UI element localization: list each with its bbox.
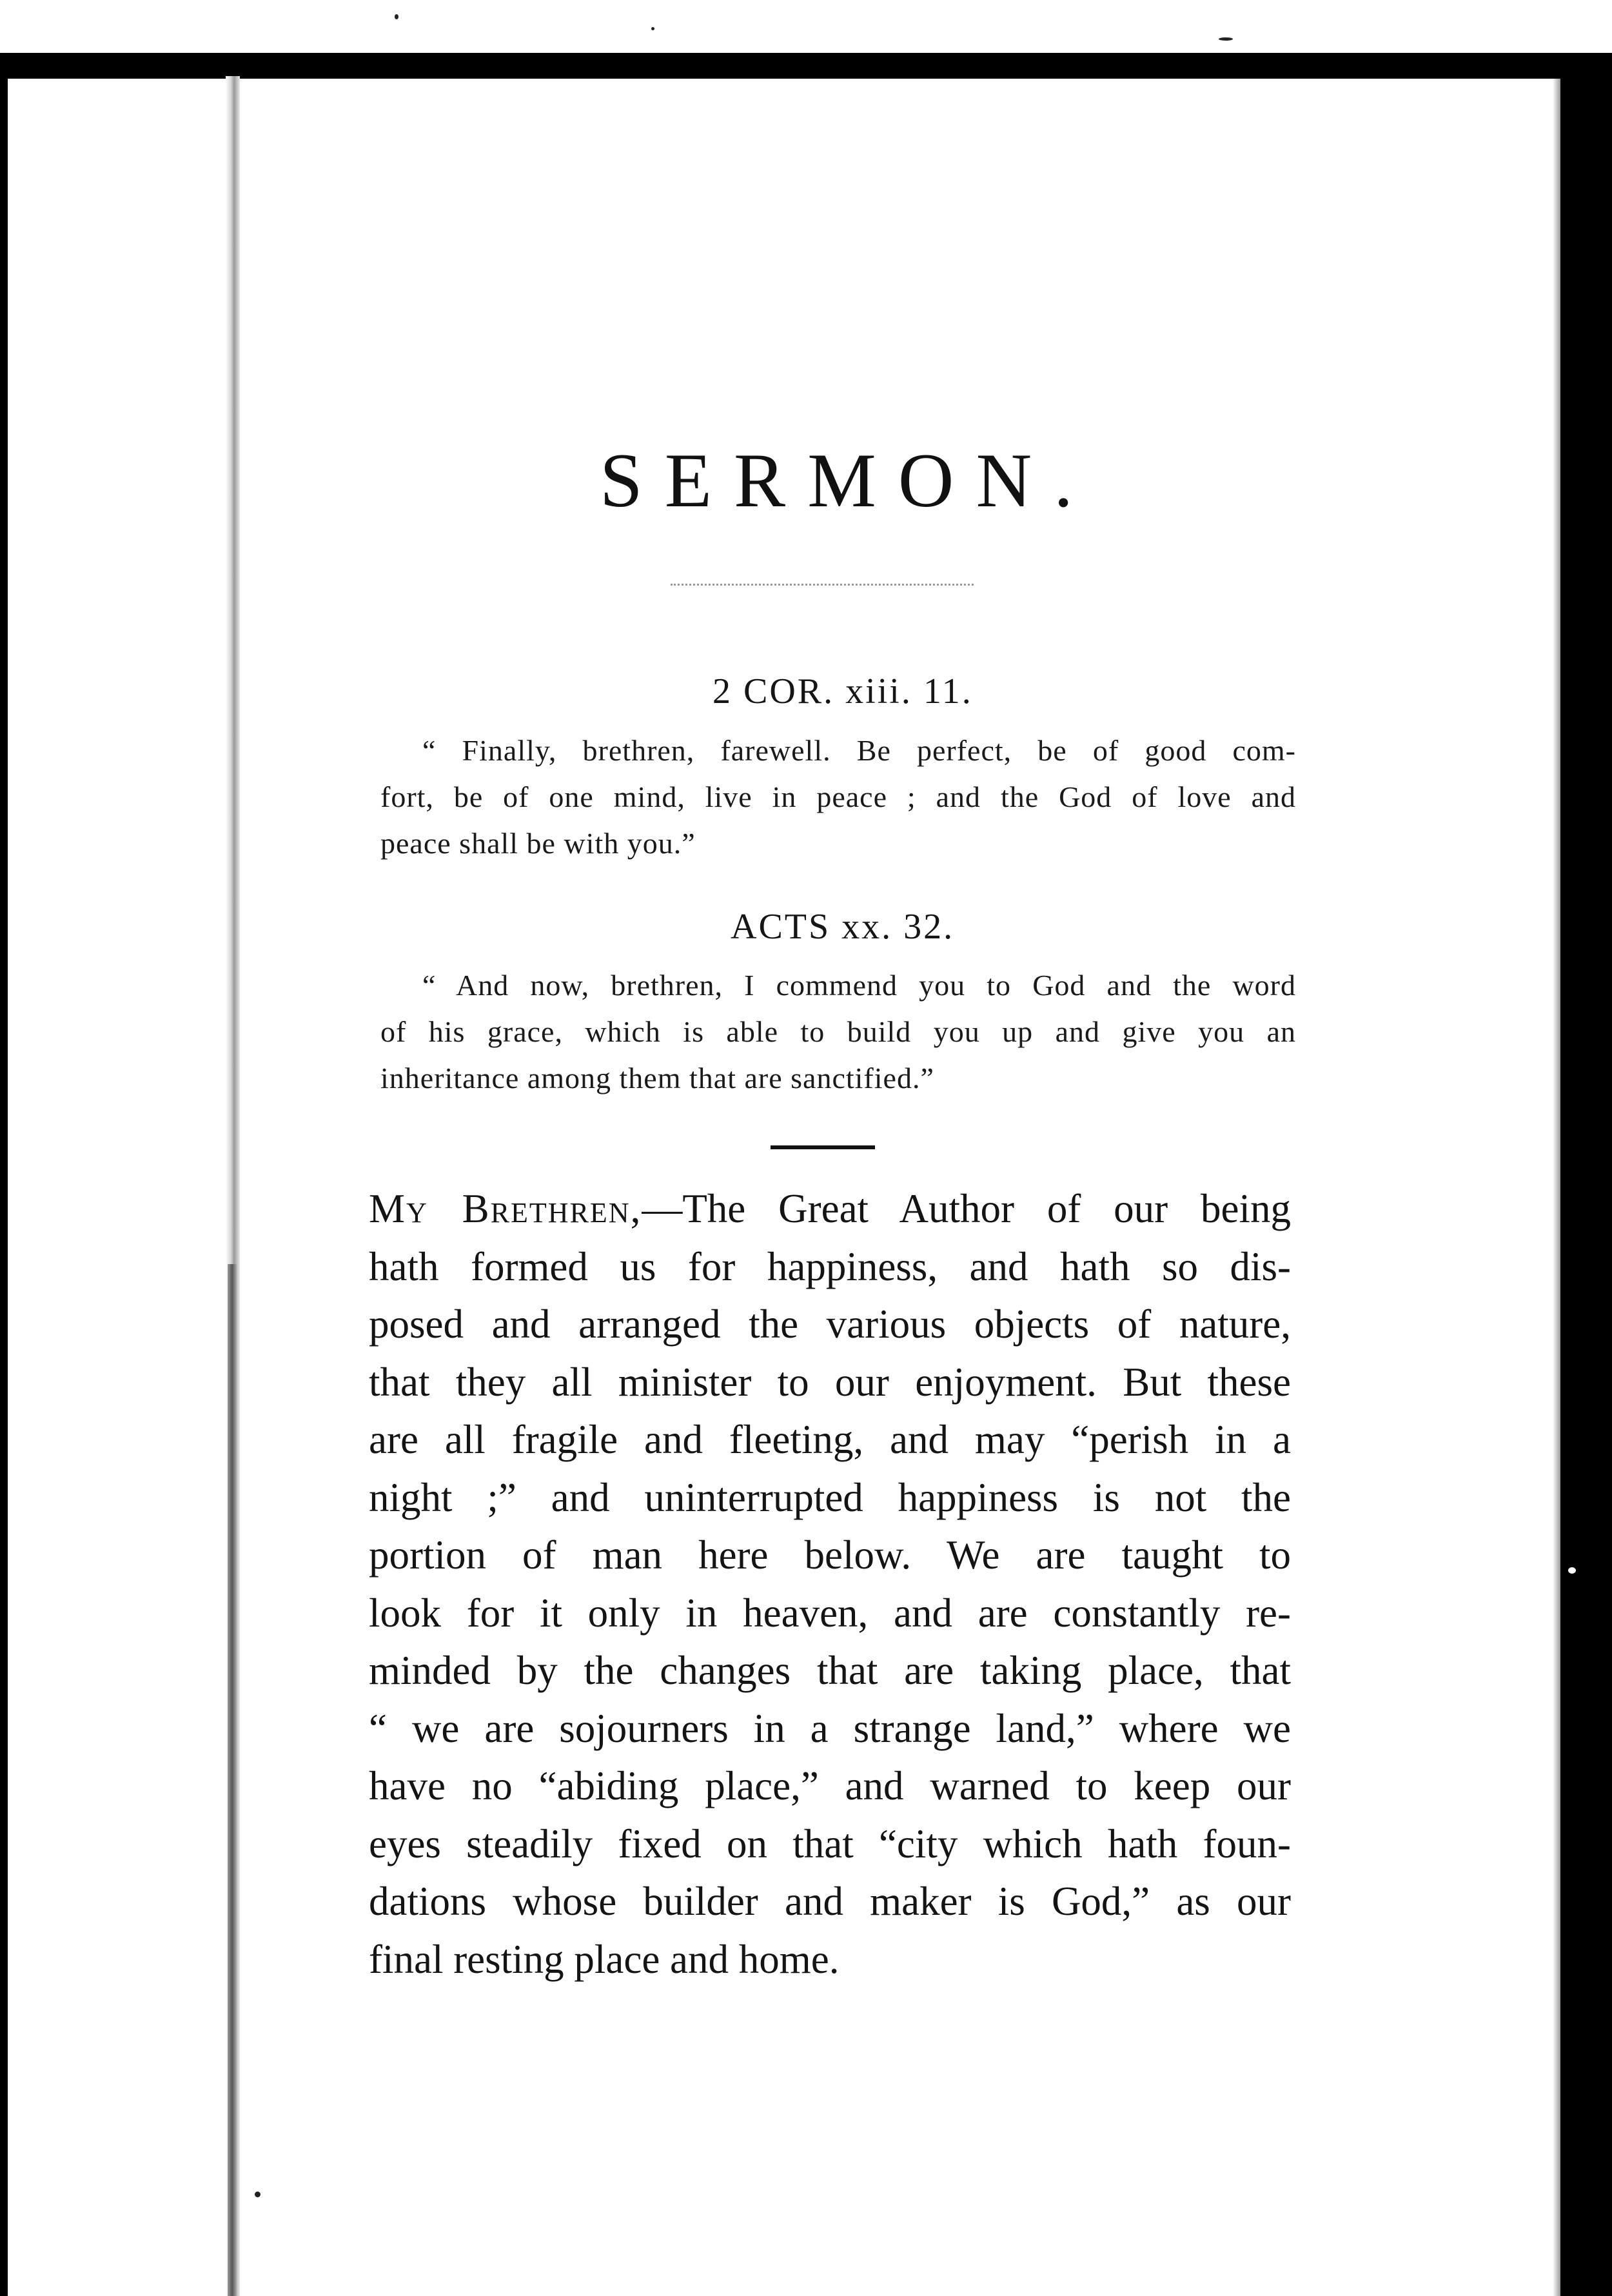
- section-divider: [771, 1145, 875, 1149]
- body-line: portion of man here below. We are taught to: [369, 1532, 1291, 1578]
- scripture-quote: [380, 727, 1296, 867]
- quote-line: inheritance among them that are sanctified.”: [380, 1062, 934, 1094]
- body-line: final resting place and home.: [369, 1936, 840, 1982]
- body-line-text: —The Great Author of our being: [642, 1186, 1291, 1231]
- sermon-body: [369, 1180, 1291, 1988]
- body-line: eyes steadily fixed on that “city which hath foun-: [369, 1821, 1291, 1866]
- scan-border-right: [1559, 53, 1612, 2296]
- quote-line: “ And now, brethren, I commend you to God and the word: [422, 969, 1296, 1002]
- body-line: that they all minister to our enjoyment. But these: [369, 1359, 1291, 1405]
- ink-speck: [255, 2192, 260, 2197]
- quote-line: fort, be of one mind, live in peace ; and the God of love and: [380, 780, 1296, 813]
- body-line: [369, 1180, 1291, 1238]
- quote-line: peace shall be with you.”: [380, 827, 696, 860]
- page-title: SERMON.: [600, 437, 1096, 523]
- body-line: dations whose builder and maker is God,” as our: [369, 1879, 1291, 1924]
- quote-line: “ Finally, brethren, farewell. Be perfect, be of good com-: [422, 734, 1296, 767]
- salutation: My Brethren,: [369, 1186, 642, 1231]
- scripture-quote: [380, 962, 1296, 1102]
- scan-border-left: [0, 76, 8, 2296]
- binding-gutter-shadow: [228, 1264, 237, 2296]
- body-line: hath formed us for happiness, and hath so dis-: [369, 1243, 1291, 1289]
- body-line: look for it only in heaven, and are constantly re-: [369, 1590, 1291, 1636]
- ink-speck: [1219, 37, 1233, 41]
- body-line: have no “abiding place,” and warned to keep our: [369, 1763, 1291, 1808]
- scan-border-top: [0, 53, 1560, 79]
- quote-line: of his grace, which is able to build you up and give you an: [380, 1015, 1296, 1048]
- body-line: posed and arranged the various objects of nature,: [369, 1301, 1291, 1347]
- page-right-edge: [1553, 79, 1560, 2296]
- scripture-citation: ACTS xx. 32.: [731, 907, 955, 947]
- ornamental-dotted-rule: [671, 584, 974, 586]
- body-line: minded by the changes that are taking place, that: [369, 1648, 1291, 1693]
- ink-speck: [395, 14, 398, 19]
- ink-speck: [1568, 1567, 1576, 1574]
- body-line: are all fragile and fleeting, and may “perish in a: [369, 1417, 1291, 1462]
- ink-speck: [651, 27, 654, 30]
- body-line: night ;” and uninterrupted happiness is not the: [369, 1474, 1291, 1520]
- body-line: “ we are sojourners in a strange land,” where we: [369, 1705, 1291, 1751]
- scripture-citation: 2 COR. xiii. 11.: [713, 671, 973, 711]
